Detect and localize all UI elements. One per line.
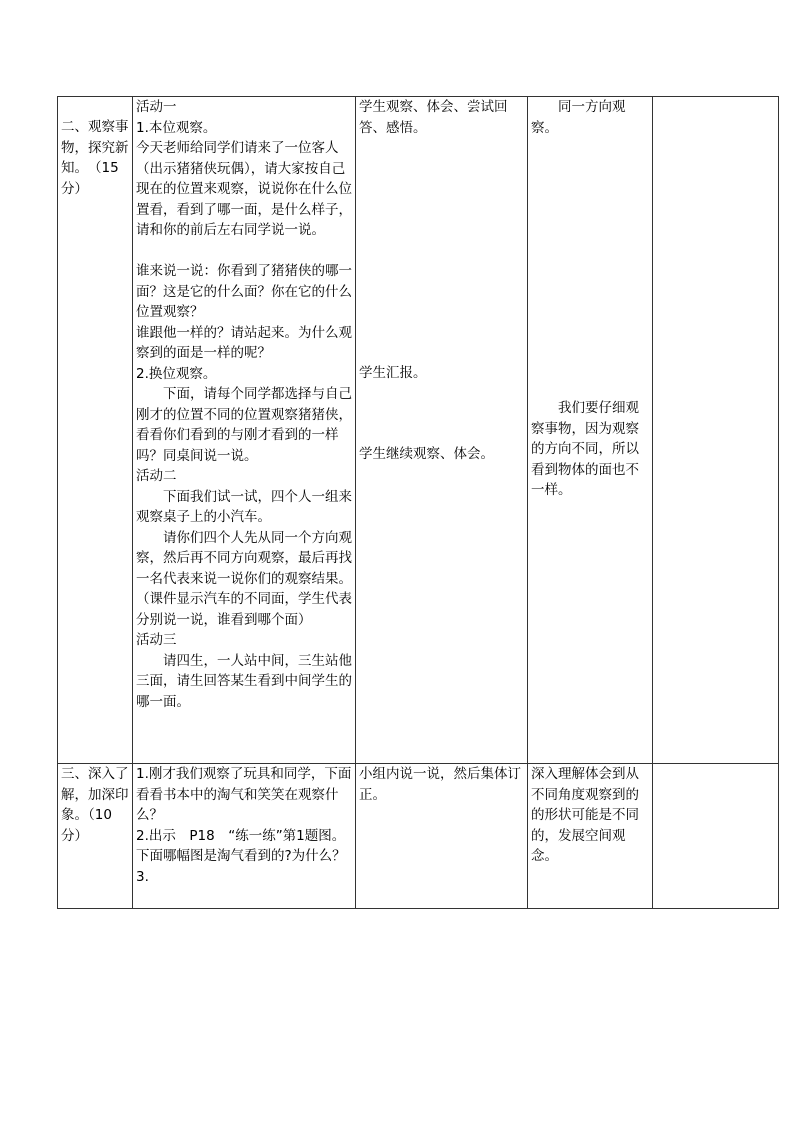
activity-one-title: 活动一	[136, 99, 177, 115]
student-text: 学生观察、体会、尝试回答、感悟。	[359, 99, 508, 136]
teacher-paragraph: 2.出示 P18 “练一练”第1题图。下面哪幅图是淘气看到的?为什么？	[136, 827, 346, 864]
teacher-paragraph: 谁来说一说：你看到了猪猪侠的哪一面？这是它的什么面？你在它的什么位置观察？	[136, 263, 352, 320]
design-intent-cell	[528, 764, 653, 909]
student-text: 学生继续观察、体会。	[359, 445, 494, 462]
stage-cell	[58, 97, 133, 764]
activity-three-title: 活动三	[136, 632, 177, 648]
student-activity-cell	[356, 97, 528, 764]
notes-text	[656, 97, 775, 118]
teacher-paragraph: 下面我们试一试，四个人一组来观察桌子上的小汽车。	[136, 488, 352, 525]
step-change-position: 2.换位观察。	[136, 365, 217, 382]
step-own-position: 1.本位观察。	[136, 119, 217, 136]
teacher-paragraph: 请你们四个人先从同一个方向观察，然后再不同方向观察，最后再找一名代表来说一说你们的观察结果。（课件显示汽车的不同面，学生代表分别说一说，谁看到哪个面）	[136, 529, 352, 628]
teacher-activity-cell	[133, 97, 356, 764]
intent-text: 我们要仔细观察事物，因为观察的方向不同，所以看到物体的面也不一样。	[531, 400, 639, 498]
teacher-activity-cell	[133, 764, 356, 909]
teacher-paragraph: 3.	[136, 868, 149, 885]
stage-text: 二、观察事物，探究新知。 （15分）	[61, 119, 129, 197]
student-activity-cell	[356, 764, 528, 909]
student-text: 学生汇报。	[359, 365, 427, 381]
notes-cell	[653, 97, 779, 764]
intent-text: 同一方向观察。	[531, 99, 626, 136]
design-intent-cell	[528, 97, 653, 764]
table-row	[58, 97, 779, 764]
teacher-paragraph: 谁跟他一样的？请站起来。为什么观察到的面是一样的呢？	[136, 324, 352, 361]
student-text: 小组内说一说，然后集体订正。	[359, 766, 521, 803]
intent-text: 深入理解体会到从不同角度观察到的的形状可能是不同的，发展空间观念。	[531, 766, 639, 864]
teacher-paragraph: 下面，请每个同学都选择与自己刚才的位置不同的位置观察猪猪侠，看看你们看到的与刚才看到的一样吗？同桌间说一说。	[136, 386, 352, 464]
teacher-paragraph: 请四生，一人站中间，三生站他三面，请生回答某生看到中间学生的哪一面。	[136, 652, 352, 710]
lesson-plan-table	[57, 96, 779, 909]
notes-text	[656, 764, 775, 785]
notes-cell	[653, 764, 779, 909]
table-row	[58, 764, 779, 909]
stage-text: 三、深入了解，加深印象。（10分）	[61, 766, 129, 844]
teacher-paragraph: 1.刚才我们观察了玩具和同学，下面看看书本中的淘气和笑笑在观察什么？	[136, 766, 352, 823]
teacher-paragraph: 今天老师给同学们请来了一位客人（出示猪猪侠玩偶），请大家按自己现在的位置来观察，说说你在什么位置看，看到了哪一面，是什么样子，请和你的前后左右同学说一说。	[136, 140, 352, 238]
stage-cell	[58, 764, 133, 909]
activity-two-title: 活动二	[136, 468, 177, 484]
